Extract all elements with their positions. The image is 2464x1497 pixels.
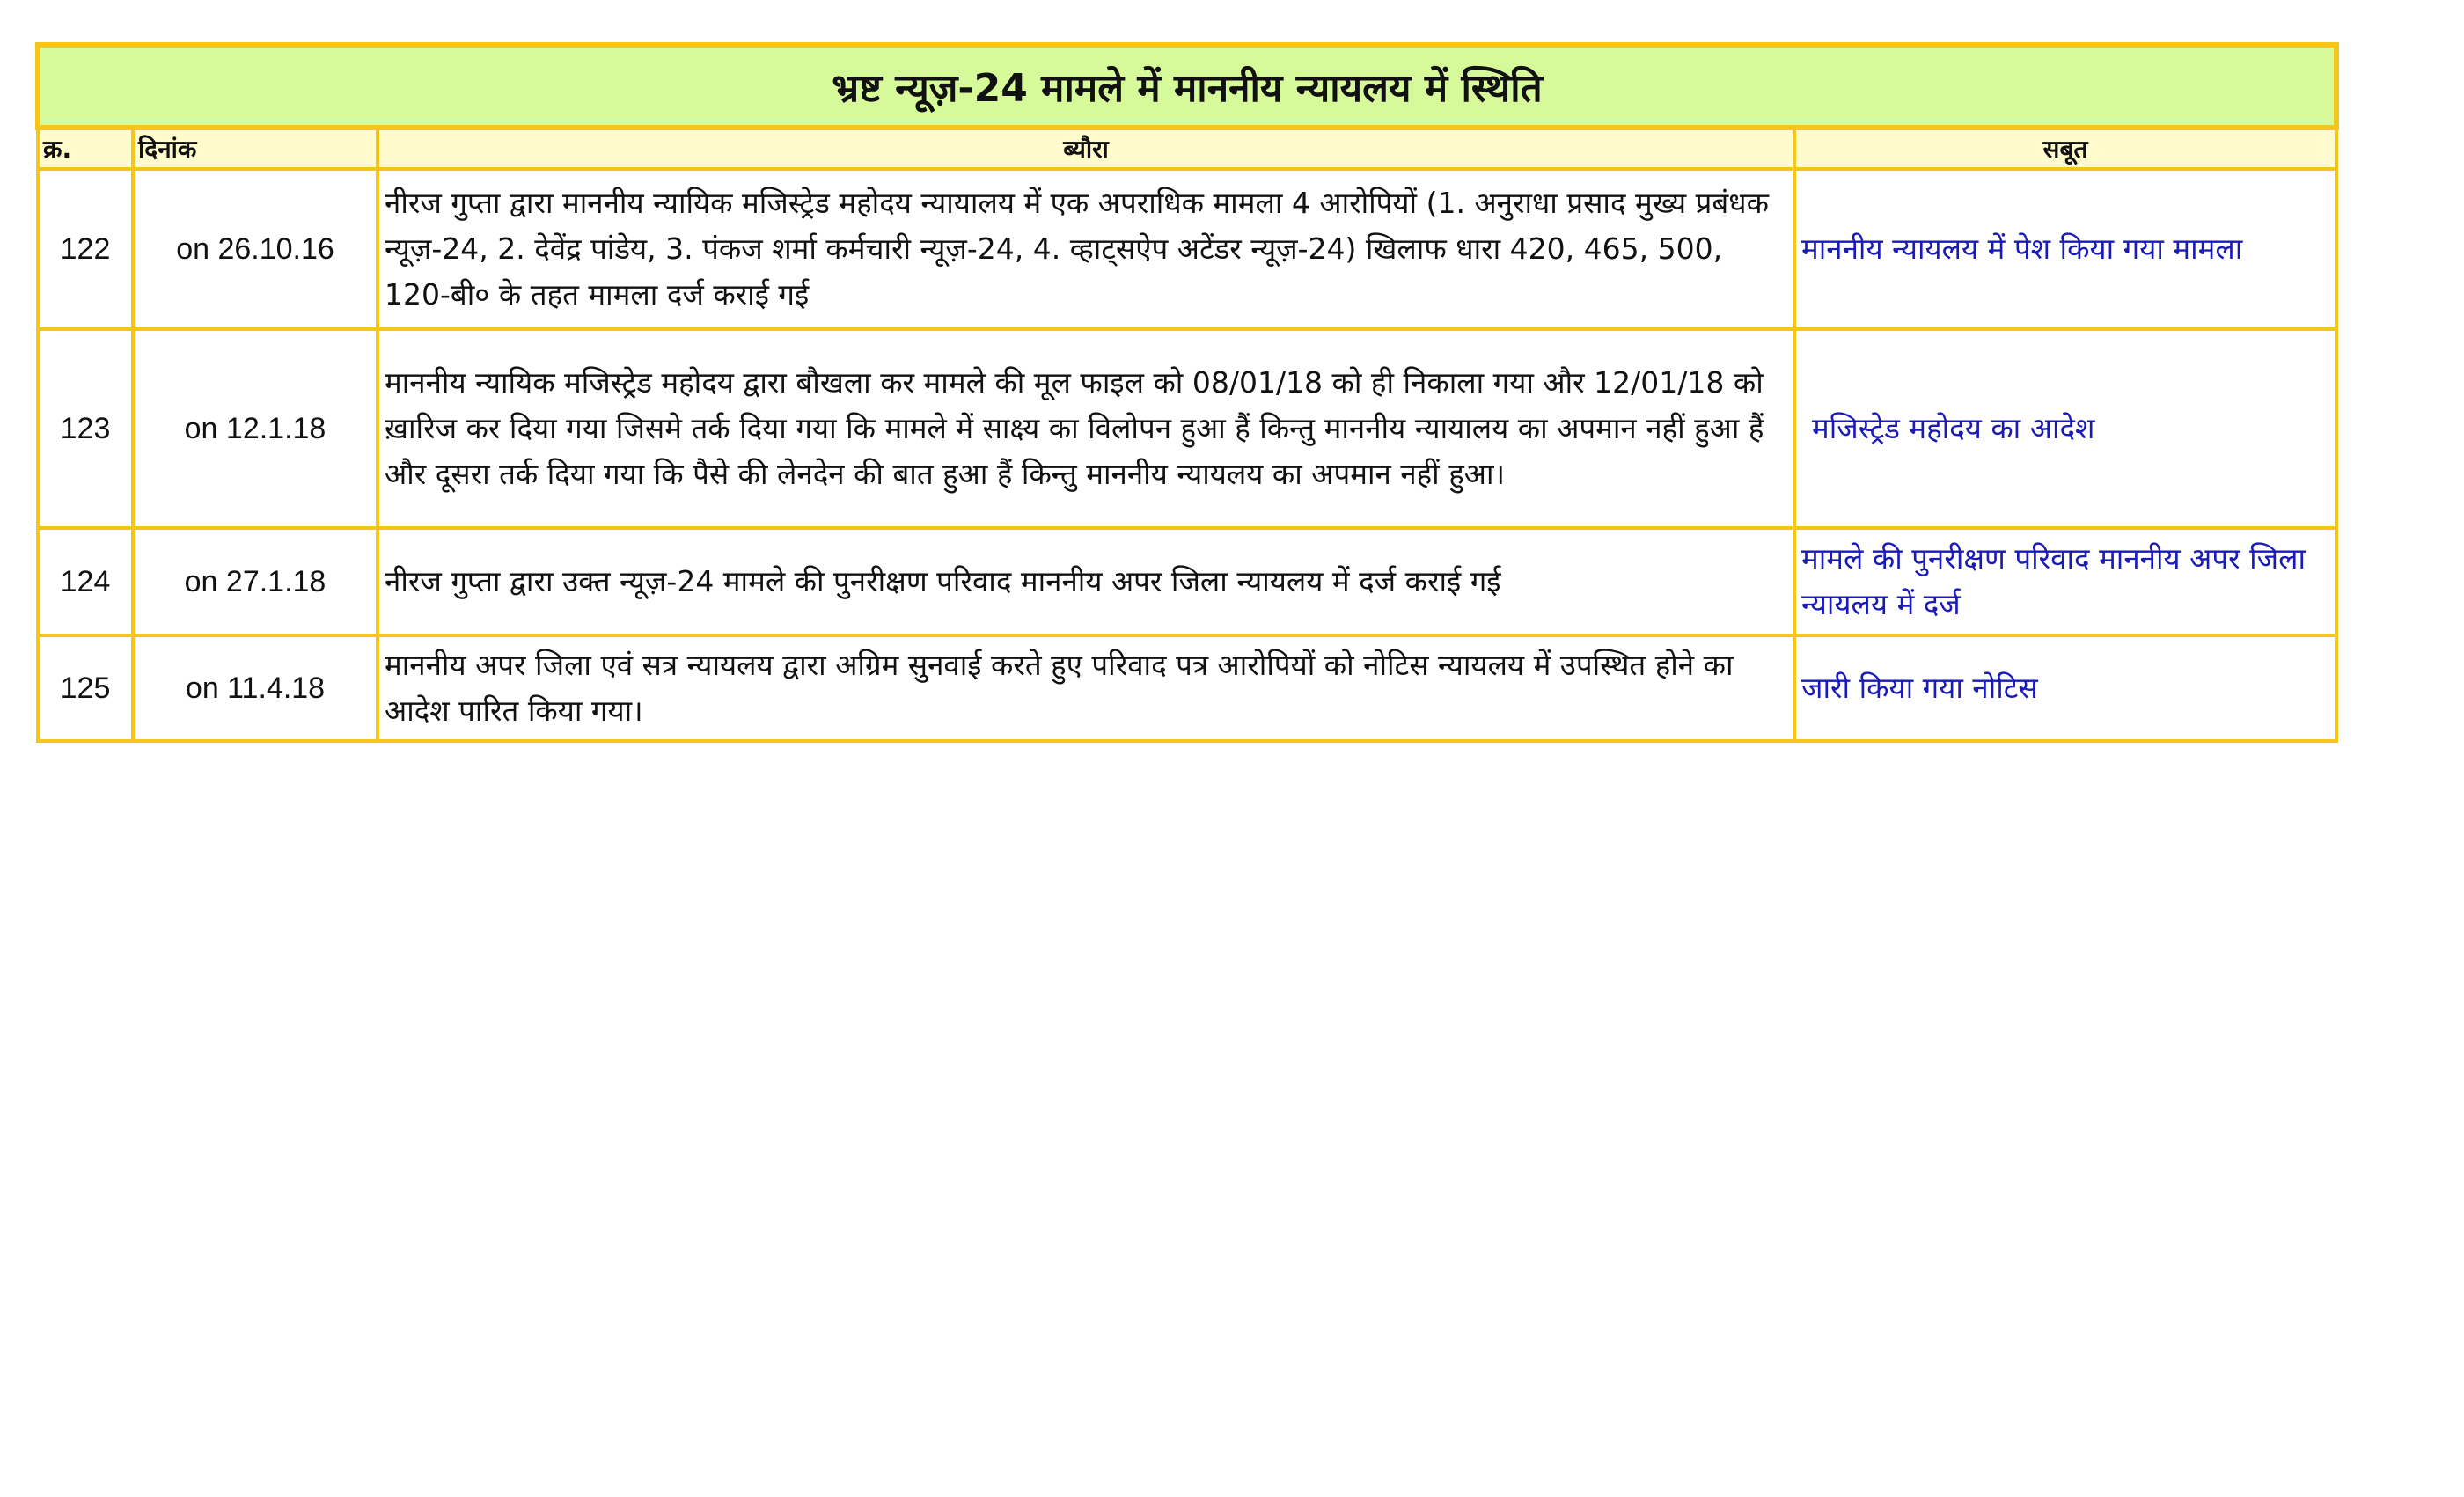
court-status-table <box>35 42 2339 743</box>
row-date: on 11.4.18 <box>133 635 378 741</box>
row-detail: माननीय न्यायिक मजिस्ट्रेड महोदय द्वारा बौखला कर मामले की मूल फाइल को 08/01/18 को ही निकाला गया और 12/01/18 को ख़ारिज कर दिया गया जिसमे तर्क दिया गया कि मामले में साक्ष्य का विलोपन हुआ हैं किन्तु माननीय न्यायालय का अपमान नहीं हुआ हैं और दूसरा तर्क दिया गया कि पैसे की लेनदेन की बात हुआ हैं किन्तु माननीय न्यायलय का अपमान नहीं हुआ। <box>378 329 1794 528</box>
table-row <box>38 329 2336 528</box>
page-title: भ्रष्ट न्यूज़-24 मामले में माननीय न्यायलय में स्थिति <box>38 45 2336 128</box>
row-date: on 26.10.16 <box>133 169 378 329</box>
row-number: 122 <box>38 169 133 329</box>
row-date: on 27.1.18 <box>133 528 378 635</box>
column-header-proof: सबूत <box>1794 128 2336 169</box>
row-detail: नीरज गुप्ता द्वारा माननीय न्यायिक मजिस्ट्रेड महोदय न्यायालय में एक अपराधिक मामला 4 आरोपियों (1. अनुराधा प्रसाद मुख्य प्रबंधक न्यूज़-24, 2. देवेंद्र पांडेय, 3. पंकज शर्मा कर्मचारी न्यूज़-24, 4. व्हाट्सऐप अटेंडर न्यूज़-24) खिलाफ धारा 420, 465, 500, 120-बी० के तहत मामला दर्ज कराई गई <box>378 169 1794 329</box>
row-number: 123 <box>38 329 133 528</box>
row-proof-cell <box>1794 528 2336 635</box>
table-row <box>38 528 2336 635</box>
row-detail: माननीय अपर जिला एवं सत्र न्यायलय द्वारा अग्रिम सुनवाई करते हुए परिवाद पत्र आरोपियों को नोटिस न्यायलय में उपस्थित होने का आदेश पारित किया गया। <box>378 635 1794 741</box>
proof-link[interactable]: जारी किया गया नोटिस <box>1801 671 2038 705</box>
row-detail: नीरज गुप्ता द्वारा उक्त न्यूज़-24 मामले की पुनरीक्षण परिवाद माननीय अपर जिला न्यायलय में दर्ज कराई गई <box>378 528 1794 635</box>
row-proof-cell <box>1794 329 2336 528</box>
row-proof-cell <box>1794 169 2336 329</box>
table-row <box>38 635 2336 741</box>
column-header-date: दिनांक <box>133 128 378 169</box>
row-date: on 12.1.18 <box>133 329 378 528</box>
proof-link[interactable]: मजिस्ट्रेड महोदय का आदेश <box>1812 411 2095 445</box>
row-number: 124 <box>38 528 133 635</box>
column-header-detail: ब्यौरा <box>378 128 1794 169</box>
row-proof-cell <box>1794 635 2336 741</box>
title-row <box>38 45 2336 128</box>
proof-link[interactable]: मामले की पुनरीक्षण परिवाद माननीय अपर जिला न्यायलय में दर्ज <box>1801 541 2306 621</box>
status-sheet <box>35 42 2334 743</box>
proof-link[interactable]: माननीय न्यायलय में पेश किया गया मामला <box>1801 231 2243 266</box>
table-row <box>38 169 2336 329</box>
row-number: 125 <box>38 635 133 741</box>
column-header-number: क्र. <box>38 128 133 169</box>
header-row <box>38 128 2336 169</box>
